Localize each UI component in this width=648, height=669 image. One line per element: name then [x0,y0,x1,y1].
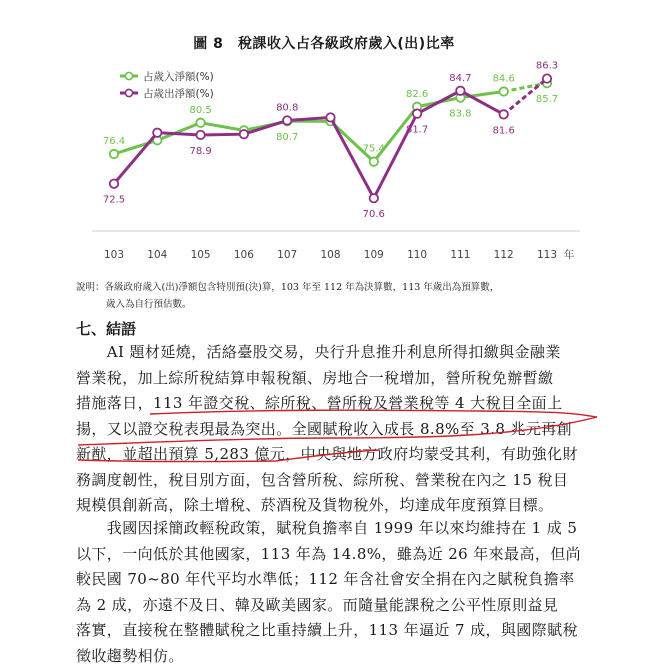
paragraph-1 [76,340,582,519]
paragraph-line: 落實，直接稅在整體賦稅之比重持續上升，113 年逼近 7 成，與國際賦稅 [76,618,582,644]
legend-swatch-marker [125,89,132,96]
data-point [500,87,508,95]
paragraph-line: 徵收趨勢相仿。 [76,644,582,669]
data-label: 83.8 [449,109,471,120]
x-tick-label: 107 [277,249,297,261]
x-tick-label: 113 [537,249,557,261]
data-point [196,119,204,127]
paragraph-line: 營業稅，加上綜所稅結算申報稅額、房地合一稅增加，營所稅免辦暫繳 [76,366,582,392]
series-line [114,92,504,162]
section-heading: 七、結語 [76,318,136,339]
data-point [370,157,378,165]
legend-label: 占歲入淨額(%) [143,70,214,83]
figure-note [76,279,576,313]
legend-swatch-marker [125,72,132,79]
data-label: 80.7 [276,132,298,143]
data-point [283,116,291,124]
data-label: 80.5 [189,105,211,116]
data-label: 84.6 [493,74,515,85]
data-label: 72.5 [103,195,125,206]
data-label: 81.6 [493,125,515,136]
paragraph-line: 較民國 70~80 年代平均水準低；112 年含社會安全捐在內之賦稅負擔率 [76,567,582,593]
data-label: 84.7 [449,73,471,84]
paragraph-line: AI 題材延燒，活絡臺股交易，央行升息推升利息所得扣繳與金融業 [76,340,582,366]
data-label: 75.4 [363,144,385,155]
paragraph-line: 新猷，並超出預算 5,283 億元，中央與地方政府均蒙受其利，有助強化財 [76,442,582,468]
x-tick-label: 103 [104,249,124,261]
data-point [153,128,161,136]
data-label: 78.9 [189,146,211,157]
note-line-2: 歲入為自行預估數。 [76,296,576,313]
data-point [196,131,204,139]
note-line-1: 說明：各級政府歲入(出)淨額包含特別預(決)算，103 年至 112 年為決算數，113 年歲出為預算數， [76,282,499,293]
data-point [370,194,378,202]
line-chart [0,0,648,275]
data-label: 76.4 [103,136,125,147]
legend-label: 占歲出淨額(%) [143,87,214,100]
data-point [456,87,464,95]
paragraph-line: 以下，一向低於其他國家，113 年為 14.8%，雖為近 26 年來最高，但尚 [76,542,582,568]
x-tick-label: 105 [191,249,211,261]
paragraph-line: 措施落日，113 年證交稅、綜所稅、營所稅及營業稅等 4 大稅目全面上 [76,391,582,417]
paragraph-line: 揚，又以證交稅表現最為突出。全國賦稅收入成長 8.8%至 3.8 兆元再創 [76,417,582,443]
paragraph-line: 務調度韌性，稅目別方面，包含營所稅、綜所稅、營業稅在內之 15 稅目 [76,468,582,494]
paragraph-line: 為 2 成，亦遠不及日、韓及歐美國家。而隨量能課稅之公平性原則益見 [76,593,582,619]
data-label: 81.7 [406,125,428,136]
x-tick-label: 104 [147,249,167,261]
series-line [114,91,504,198]
data-label: 70.6 [363,209,385,220]
data-point [413,109,421,117]
data-point [110,180,118,188]
data-label: 82.6 [406,89,428,100]
paragraph-2 [76,516,582,669]
paragraph-line: 規模俱創新高，除土增稅、菸酒稅及貨物稅外，均達成年度預算目標。 [76,493,582,519]
data-point [110,150,118,158]
x-tick-label: 112 [494,249,514,261]
data-point [500,110,508,118]
data-point [326,113,334,121]
x-tick-label: 110 [407,249,427,261]
data-point [543,74,551,82]
figure-title: 圖 8 稅課收入占各級政府歲入(出)比率 [0,33,648,53]
x-tick-label: 108 [320,249,340,261]
x-axis-unit: 年 [564,248,575,261]
data-label: 85.7 [536,94,558,105]
x-tick-label: 109 [364,249,384,261]
paragraph-line: 我國因採簡政輕稅政策，賦稅負擔率自 1999 年以來均維持在 1 成 5 [76,516,582,542]
x-tick-label: 106 [234,249,254,261]
data-label: 86.3 [536,61,558,72]
x-tick-label: 111 [450,249,470,261]
data-label: 80.8 [276,102,298,113]
data-point [240,130,248,138]
